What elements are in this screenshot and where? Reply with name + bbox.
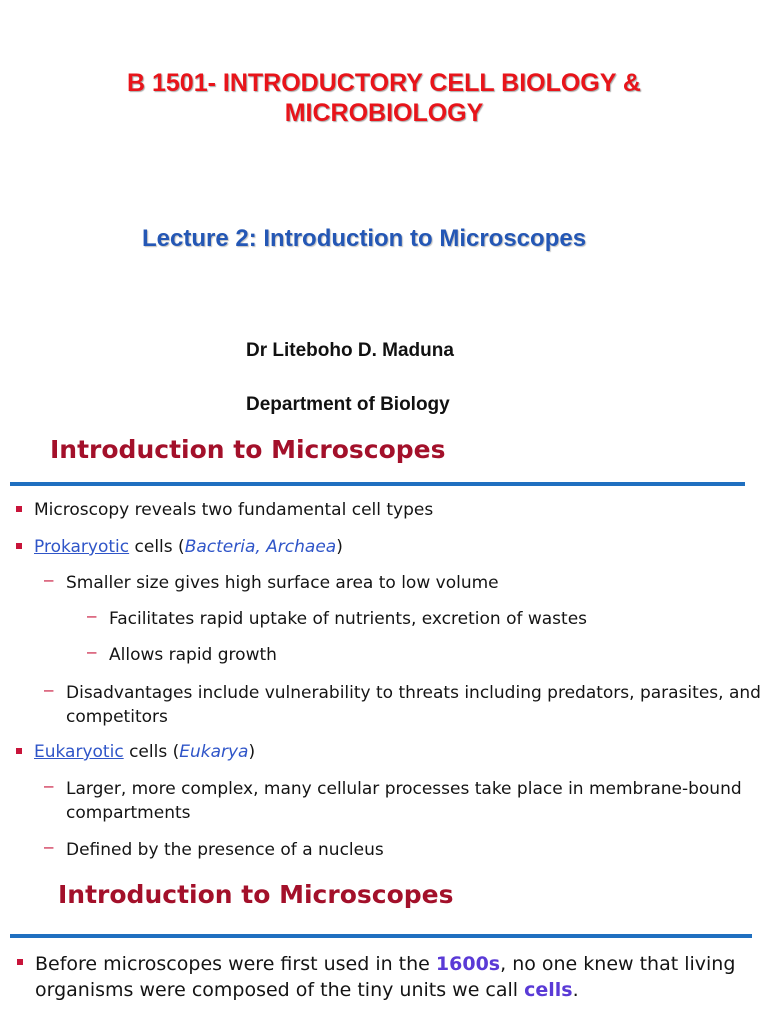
sub-bullet-disadvantages: Disadvantages include vulnerability to threats including predators, parasites, and (66, 683, 761, 703)
history-text-c: , no one knew that living (500, 953, 736, 975)
sub-bullet-smaller-size: Smaller size gives high surface area to low volume (66, 573, 499, 593)
lecture-title: Lecture 2: Introduction to Microscopes (142, 225, 587, 252)
sub-bullet-dash-icon: – (44, 680, 54, 699)
slide-heading-1: Introduction to Microscopes (50, 435, 446, 464)
author-name: Dr Liteboho D. Maduna (246, 340, 454, 361)
bullet-history-line-2 (35, 977, 579, 1003)
eukaryotic-text: cells ( (123, 742, 180, 762)
sub-bullet-larger: Larger, more complex, many cellular processes take place in membrane-bound (66, 779, 742, 799)
sub-bullet-dash-icon: – (87, 642, 97, 661)
bullet-square-icon (16, 543, 22, 549)
bullet-eukaryotic (34, 740, 255, 764)
sub-bullet-dash-icon: – (44, 837, 54, 856)
sub-bullet-dash-icon: – (44, 776, 54, 795)
bullet-square-icon (16, 748, 22, 754)
prokaryotic-examples: Bacteria, Archaea (184, 537, 337, 557)
bullet-square-icon (17, 959, 23, 965)
course-title-line-2: MICROBIOLOGY (284, 99, 484, 127)
sub-bullet-nucleus: Defined by the presence of a nucleus (66, 840, 384, 860)
sub-bullet-dash-icon: – (44, 570, 54, 589)
bullet-prokaryotic (34, 535, 343, 559)
history-cells: cells (524, 979, 573, 1001)
prokaryotic-close: ) (336, 537, 343, 557)
bullet-cell-types: Microscopy reveals two fundamental cell types (34, 500, 434, 520)
history-period: . (572, 979, 579, 1001)
eukaryotic-examples: Eukarya (179, 742, 249, 762)
history-year: 1600s (435, 953, 501, 975)
slide-heading-2: Introduction to Microscopes (58, 880, 454, 909)
history-text-a: Before microscopes were first used in the (35, 953, 436, 975)
eukaryotic-close: ) (248, 742, 256, 762)
prokaryotic-text: cells ( (129, 537, 185, 557)
eukaryotic-link[interactable]: Eukaryotic (34, 742, 124, 762)
bullet-history-line-1 (35, 951, 735, 977)
sub-bullet-larger-cont: compartments (66, 803, 191, 823)
course-title-line-1: B 1501- INTRODUCTORY CELL BIOLOGY & (127, 69, 641, 97)
sub-sub-bullet-rapid-uptake: Facilitates rapid uptake of nutrients, excretion of wastes (109, 609, 588, 629)
sub-bullet-dash-icon: – (87, 606, 97, 625)
heading-divider-1 (10, 482, 745, 486)
history-text-d: organisms were composed of the tiny units we call (35, 979, 525, 1001)
sub-bullet-disadvantages-cont: competitors (66, 707, 168, 727)
course-title (0, 68, 768, 128)
department-name: Department of Biology (246, 394, 450, 415)
sub-sub-bullet-rapid-growth: Allows rapid growth (109, 645, 277, 665)
bullet-square-icon (16, 506, 22, 512)
heading-divider-2 (10, 934, 752, 938)
prokaryotic-link[interactable]: Prokaryotic (34, 537, 130, 557)
